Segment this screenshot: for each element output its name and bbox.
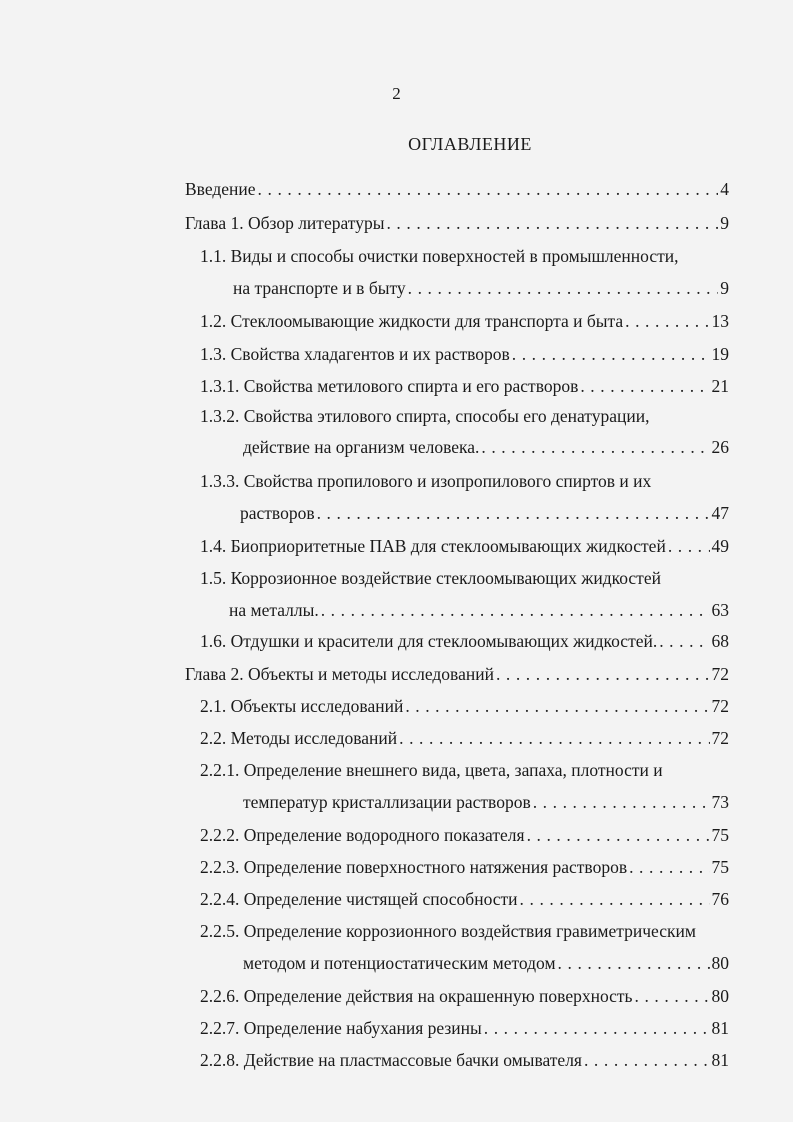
toc-entry: 1.6. Отдушки и красители для стеклоомывающих жидкостей. . . . 68 — [200, 628, 729, 654]
toc-entry: действие на организм человека. . . . 26 — [243, 434, 729, 460]
toc-entry: 1.3.1. Свойства метилового спирта и его растворов . . . 21 — [200, 373, 729, 399]
toc-entry: 1.3.2. Свойства этилового спирта, способы его денатурации, — [200, 406, 650, 426]
toc-entry: на металлы. . . . 63 — [229, 597, 729, 623]
toc-entry: 2.2.2. Определение водородного показателя . . . 75 — [200, 822, 729, 848]
toc-entry: на транспорте и в быту . . . 9 — [233, 275, 729, 301]
toc-entry: 2.1. Объекты исследований . . . 72 — [200, 693, 729, 719]
toc-entry: 2.2.3. Определение поверхностного натяжения растворов . . . 75 — [200, 854, 729, 880]
toc-entry: 2.2. Методы исследований . . . 72 — [200, 725, 729, 751]
toc-entry: 2.2.4. Определение чистящей способности . . . 76 — [200, 886, 729, 912]
toc-entry: Глава 2. Объекты и методы исследований . . . 72 — [185, 661, 729, 687]
toc-entry: 1.3. Свойства хладагентов и их растворов . . . 19 — [200, 341, 729, 367]
toc-entry: 2.2.8. Действие на пластмассовые бачки омывателя . . . 81 — [200, 1047, 729, 1073]
toc-entry: 1.2. Стеклоомывающие жидкости для транспорта и быта . . . 13 — [200, 308, 729, 334]
toc-title: ОГЛАВЛЕНИЕ — [408, 134, 532, 154]
toc-entry: температур кристаллизации растворов . . . 73 — [243, 789, 729, 815]
toc-entry: 2.2.7. Определение набухания резины . . . 81 — [200, 1015, 729, 1041]
toc-entry: 1.4. Биоприоритетные ПАВ для стеклоомывающих жидкостей . . . 49 — [200, 533, 729, 559]
toc-entry: 2.2.6. Определение действия на окрашенную поверхность . . . 80 — [200, 983, 729, 1009]
toc-entry: растворов . . . 47 — [240, 500, 729, 526]
toc-entry: 2.2.5. Определение коррозионного воздействия гравиметрическим — [200, 921, 696, 941]
toc-entry: 1.5. Коррозионное воздействие стеклоомывающих жидкостей — [200, 568, 661, 588]
toc-entry: 1.3.3. Свойства пропилового и изопропилового спиртов и их — [200, 471, 652, 491]
toc-entry: Введение . . . 4 — [185, 176, 729, 202]
toc-entry: методом и потенциостатическим методом . . . 80 — [243, 950, 729, 976]
page-number: 2 — [392, 84, 401, 103]
toc-entry: 1.1. Виды и способы очистки поверхностей в промышленности, — [200, 246, 679, 266]
toc-entry: Глава 1. Обзор литературы . . . 9 — [185, 210, 729, 236]
toc-entry: 2.2.1. Определение внешнего вида, цвета, запаха, плотности и — [200, 760, 663, 780]
